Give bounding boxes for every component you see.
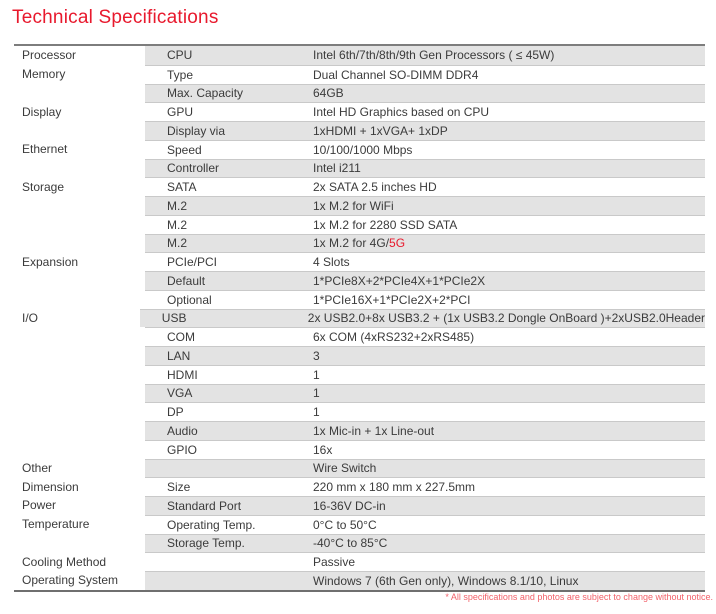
category-label: Memory	[14, 65, 145, 84]
item-label: M.2	[167, 217, 188, 232]
item-label: GPIO	[167, 442, 198, 457]
category-label	[14, 384, 145, 403]
category-label	[14, 271, 145, 290]
row-stripe	[145, 121, 705, 140]
item-label: SATA	[167, 180, 197, 195]
item-value: Intel 6th/7th/8th/9th Gen Processors ( ≤ 45W)	[313, 48, 555, 63]
spec-row	[14, 159, 705, 178]
item-label: Speed	[167, 142, 202, 157]
item-label	[145, 553, 313, 571]
item-value: 16x	[313, 442, 333, 457]
spec-row	[14, 496, 705, 515]
row-stripe	[145, 140, 705, 159]
item-label: Storage Temp.	[167, 536, 245, 551]
spec-row	[14, 215, 705, 234]
category-label	[14, 402, 145, 421]
category-label: Cooling Method	[14, 552, 145, 571]
spec-row	[14, 102, 705, 121]
row-stripe	[145, 384, 705, 403]
row-stripe	[145, 84, 705, 103]
item-value: 1x Mic-in + 1x Line-out	[313, 423, 435, 438]
item-value: 1xHDMI + 1xVGA+ 1xDP	[313, 123, 448, 138]
row-stripe	[145, 65, 705, 84]
row-stripe	[145, 346, 705, 365]
row-stripe	[145, 215, 705, 234]
item-value: 1x M.2 for 4G/ 5G	[313, 236, 406, 251]
item-value: Windows 7 (6th Gen only), Windows 8.1/10, Linux	[313, 573, 579, 588]
row-stripe	[145, 327, 705, 346]
item-label: VGA	[167, 386, 193, 401]
category-label: Display	[14, 102, 145, 121]
category-label: I/O	[14, 309, 140, 328]
item-label: Controller	[167, 161, 220, 176]
row-stripe	[145, 477, 705, 496]
spec-row	[14, 365, 705, 384]
item-label: USB	[161, 311, 187, 326]
category-label	[14, 534, 145, 553]
row-stripe	[145, 421, 705, 440]
spec-row	[14, 121, 705, 140]
item-value: 220 mm x 180 mm x 227.5mm	[313, 480, 476, 495]
item-value: 1	[313, 386, 320, 401]
item-value: -40°C to 85°C	[313, 536, 388, 551]
row-stripe	[145, 534, 705, 553]
item-value: Intel i211	[313, 161, 361, 176]
item-value: Passive	[313, 555, 356, 570]
spec-row	[14, 46, 705, 65]
spec-row	[14, 384, 705, 403]
category-label: Storage	[14, 177, 145, 196]
spec-row	[14, 421, 705, 440]
item-label: Default	[167, 273, 206, 288]
spec-table	[14, 44, 705, 592]
row-stripe	[145, 552, 705, 571]
row-stripe	[145, 402, 705, 421]
item-value: 6x COM (4xRS232+2xRS485)	[313, 330, 475, 345]
spec-row	[14, 252, 705, 271]
item-value: Intel HD Graphics based on CPU	[313, 105, 490, 120]
item-label: PCIe/PCI	[167, 255, 218, 270]
category-label: Power	[14, 496, 145, 515]
category-label: Temperature	[14, 515, 145, 534]
item-value: 64GB	[313, 86, 344, 101]
spec-row	[14, 571, 705, 590]
category-label	[14, 196, 145, 215]
item-label: Standard Port	[167, 498, 242, 513]
category-label	[14, 421, 145, 440]
row-stripe	[145, 515, 705, 534]
spec-row	[14, 515, 705, 534]
spec-row	[14, 327, 705, 346]
item-value: 2x SATA 2.5 inches HD	[313, 180, 437, 195]
spec-row	[14, 440, 705, 459]
row-stripe	[145, 102, 705, 121]
item-value: 3	[313, 348, 320, 363]
item-label: Optional	[167, 292, 212, 307]
category-label	[14, 365, 145, 384]
category-label: Dimension	[14, 477, 145, 496]
category-label: Expansion	[14, 252, 145, 271]
row-stripe	[145, 46, 705, 65]
item-label: Operating Temp.	[167, 517, 256, 532]
spec-row	[14, 290, 705, 309]
item-label: COM	[167, 330, 195, 345]
category-label: Other	[14, 459, 145, 478]
item-label: Max. Capacity	[167, 86, 244, 101]
category-label	[14, 327, 145, 346]
spec-row	[14, 271, 705, 290]
spec-row	[14, 309, 705, 328]
spec-row	[14, 346, 705, 365]
category-label	[14, 84, 145, 103]
footnote: * All specifications and photos are subject to change without notice.	[445, 592, 713, 602]
item-label: CPU	[167, 48, 193, 63]
row-stripe	[145, 365, 705, 384]
spec-row	[14, 402, 705, 421]
spec-row	[14, 534, 705, 553]
category-label	[14, 159, 145, 178]
item-value: Dual Channel SO-DIMM DDR4	[313, 67, 479, 82]
row-stripe	[145, 571, 705, 590]
row-stripe	[145, 177, 705, 196]
item-value-highlight: 5G	[389, 236, 406, 251]
item-label: Display via	[167, 123, 226, 138]
category-label	[14, 440, 145, 459]
item-value: 1	[313, 367, 320, 382]
spec-row	[14, 477, 705, 496]
spec-row	[14, 552, 705, 571]
spec-row	[14, 459, 705, 478]
item-label	[145, 572, 313, 590]
item-value: 1x M.2 for WiFi	[313, 198, 394, 213]
item-value: Wire Switch	[313, 461, 377, 476]
category-label	[14, 346, 145, 365]
category-label: Operating System	[14, 571, 145, 590]
category-label	[14, 234, 145, 253]
spec-row	[14, 84, 705, 103]
item-value: 10/100/1000 Mbps	[313, 142, 413, 157]
item-label: Audio	[167, 423, 198, 438]
spec-row	[14, 196, 705, 215]
item-label: HDMI	[167, 367, 198, 382]
item-label: Size	[167, 480, 191, 495]
item-label: Type	[167, 67, 194, 82]
item-label: LAN	[167, 348, 191, 363]
category-label	[14, 290, 145, 309]
row-stripe	[145, 271, 705, 290]
item-label: M.2	[167, 198, 188, 213]
page-title: Technical Specifications	[12, 7, 219, 28]
row-stripe	[145, 290, 705, 309]
spec-row	[14, 65, 705, 84]
category-label	[14, 121, 145, 140]
item-value: 1*PCIe8X+2*PCIe4X+1*PCIe2X	[313, 273, 486, 288]
category-label: Processor	[14, 46, 145, 65]
row-stripe	[145, 440, 705, 459]
item-label: GPU	[167, 105, 194, 120]
item-value: 1x M.2 for 2280 SSD SATA	[313, 217, 458, 232]
item-value: 16-36V DC-in	[313, 498, 386, 513]
row-stripe	[145, 234, 705, 253]
spec-row	[14, 234, 705, 253]
category-label: Ethernet	[14, 140, 145, 159]
row-stripe	[145, 496, 705, 515]
row-stripe	[145, 196, 705, 215]
row-stripe	[145, 159, 705, 178]
row-stripe	[140, 309, 705, 328]
spec-row	[14, 177, 705, 196]
item-label: DP	[167, 405, 184, 420]
item-value: 4 Slots	[313, 255, 350, 270]
spec-row	[14, 140, 705, 159]
item-value: 1	[313, 405, 320, 420]
category-label	[14, 215, 145, 234]
row-stripe	[145, 459, 705, 478]
item-label	[145, 460, 313, 478]
item-label: M.2	[167, 236, 188, 251]
item-value: 1*PCIe16X+1*PCIe2X+2*PCI	[313, 292, 471, 307]
row-stripe	[145, 252, 705, 271]
item-value: 0°C to 50°C	[313, 517, 377, 532]
item-value: 2x USB2.0+8x USB3.2 + (1x USB3.2 Dongle OnBoard )+2xUSB2.0Header	[307, 311, 705, 326]
